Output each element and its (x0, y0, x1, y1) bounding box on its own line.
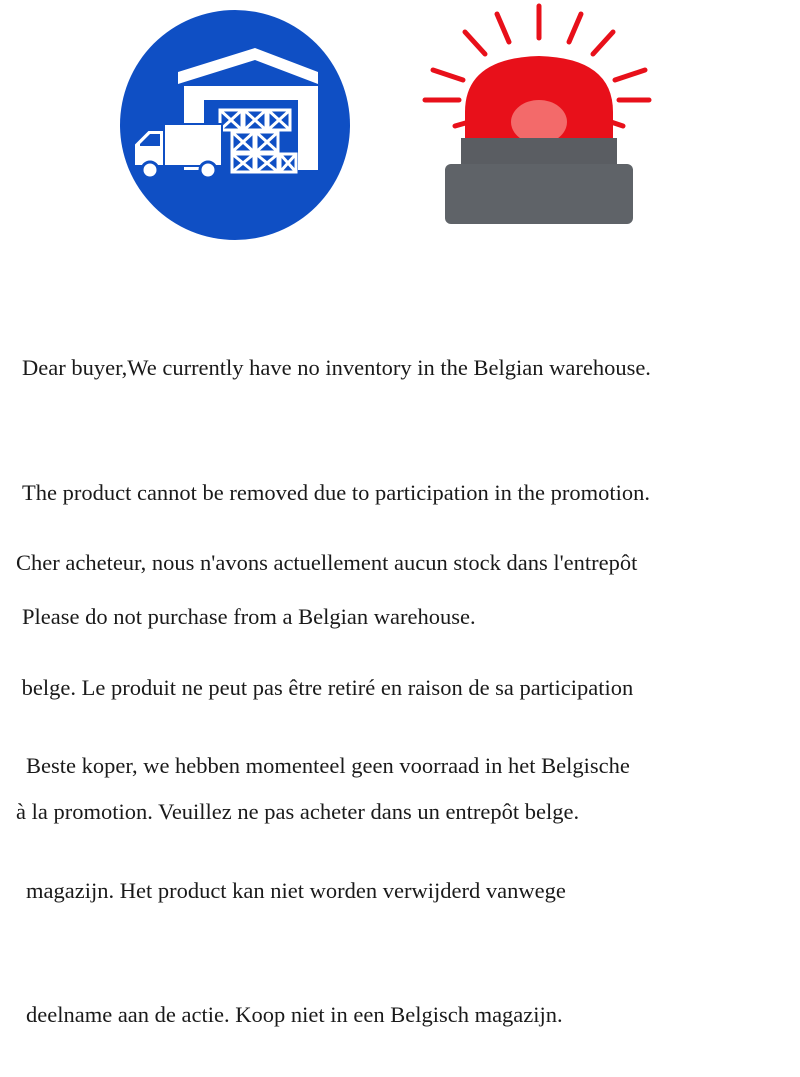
warehouse-delivery-icon (120, 10, 350, 240)
english-line-2: The product cannot be removed due to participation in the promotion. (22, 479, 650, 505)
dutch-line-3: deelname aan de actie. Koop niet in een Belgisch magazijn. (26, 1002, 563, 1027)
english-line-3: Please do not purchase from a Belgian warehouse. (22, 604, 476, 629)
french-line-1: Cher acheteur, nous n'avons actuellement aucun stock dans l'entrepôt (16, 550, 638, 575)
dutch-line-1: Beste koper, we hebben momenteel geen voorraad in het Belgische (26, 753, 630, 778)
english-line-1: Dear buyer,We currently have no inventory in the Belgian warehouse. (22, 355, 651, 380)
red-alarm-light-icon (415, 0, 655, 235)
french-line-2: belge. Le produit ne peut pas être retiré en raison de sa participation (16, 674, 634, 700)
dutch-line-2: magazijn. Het product kan niet worden verwijderd vanwege (26, 877, 566, 903)
dutch-message (26, 662, 630, 1077)
french-line-3: à la promotion. Veuillez ne pas acheter dans un entrepôt belge. (16, 799, 580, 824)
